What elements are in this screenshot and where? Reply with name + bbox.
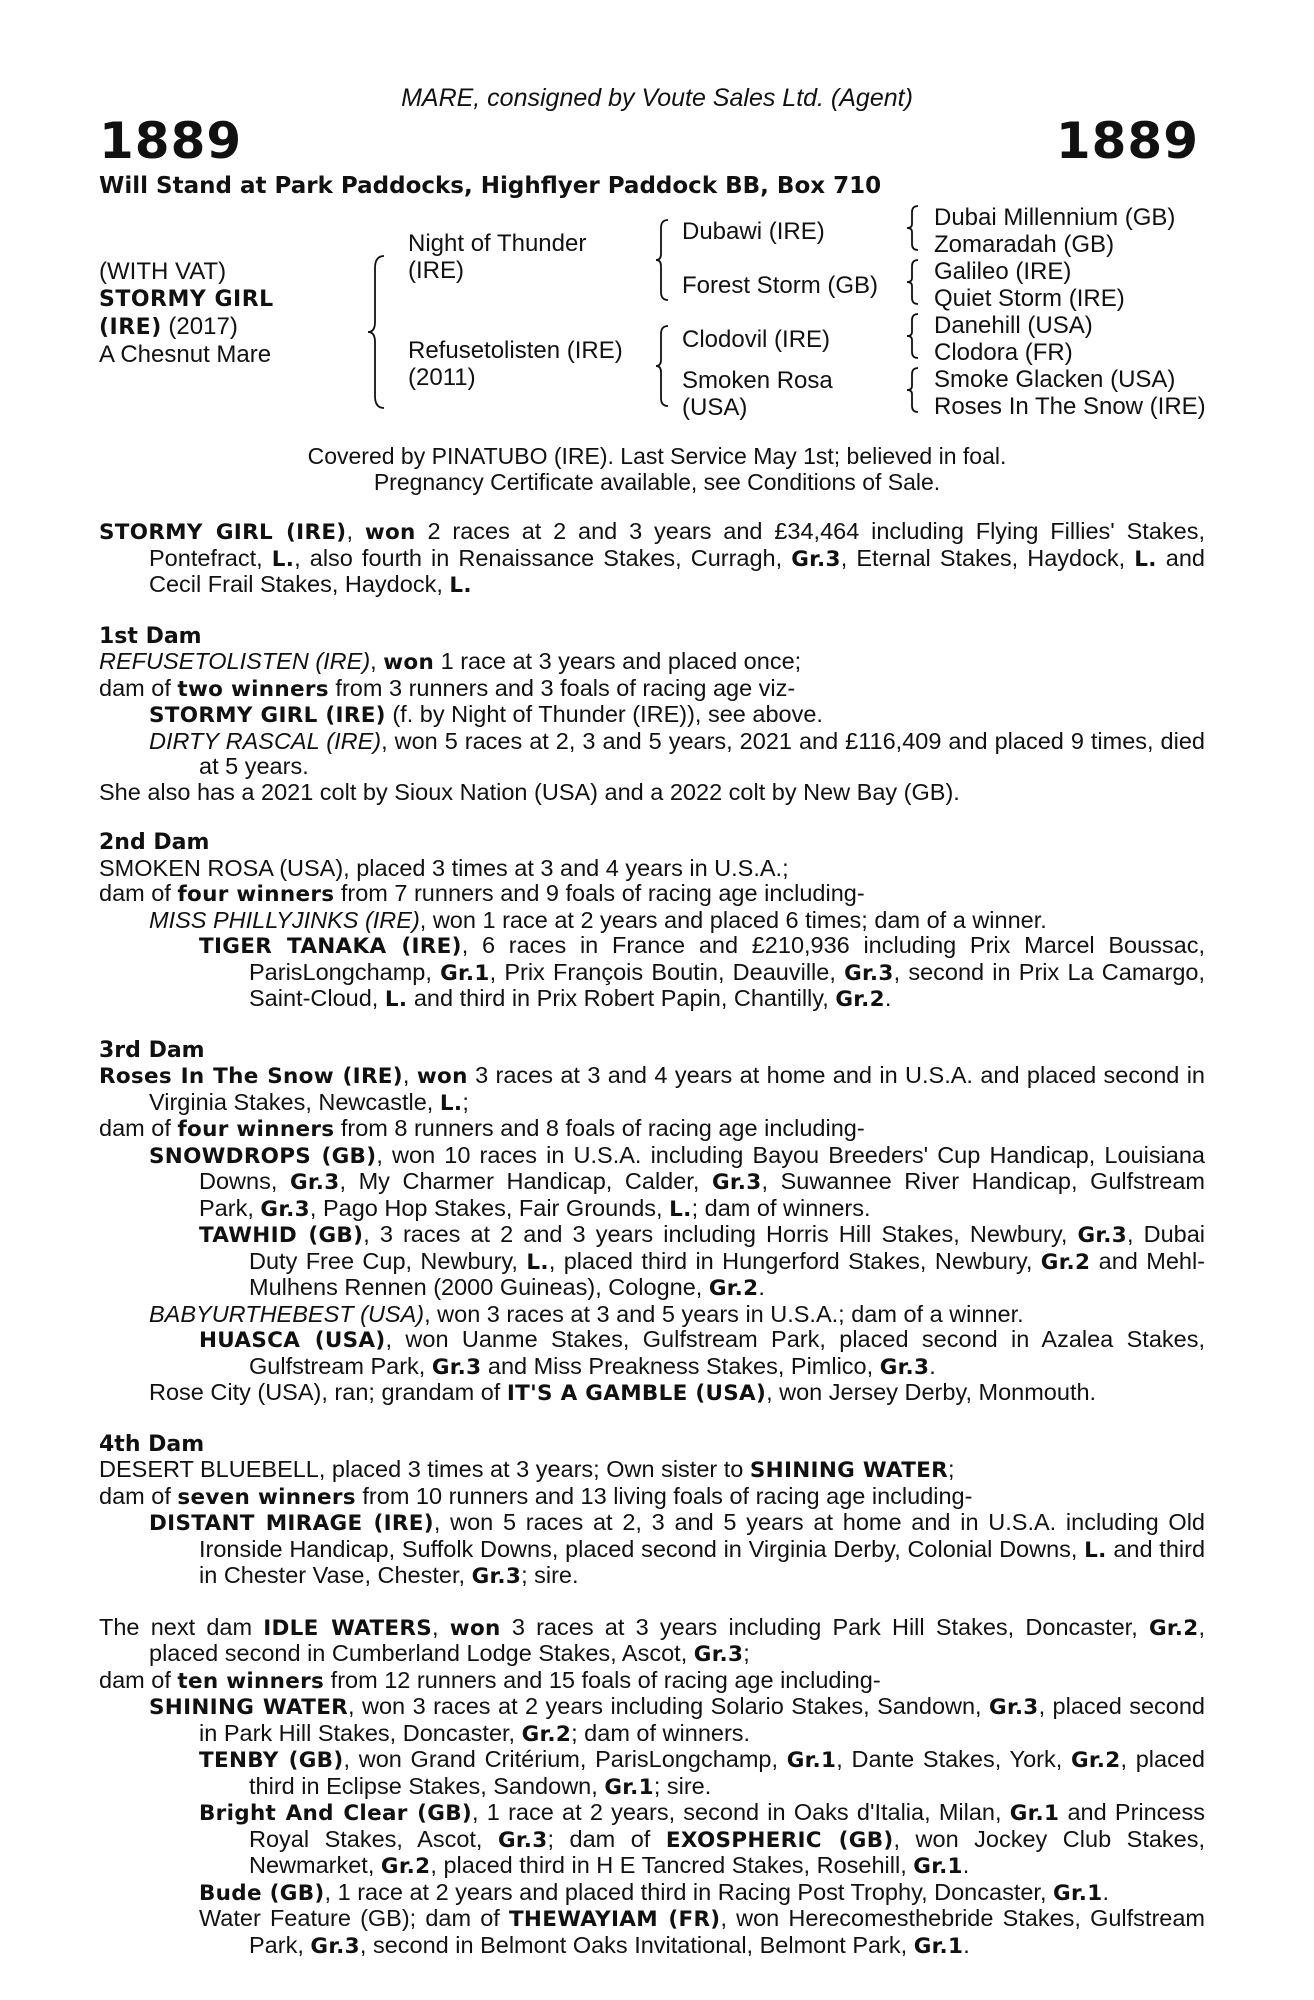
third-dam-grandprogeny-1: TAWHID (GB), 3 races at 2 and 3 years including Horris Hill Stakes, Newbury, Gr.3, Dubai Duty Free Cup, Newbury, L., placed third in Hungerford Stakes, Newbury, Gr.2 and Mehl-Mulhens Rennen (2000 Guineas), Cologne, Gr.2. — [199, 1221, 1206, 1301]
first-dam-progeny-2: DIRTY RASCAL (IRE), won 5 races at 2, 3 and 5 years, 2021 and £116,409 and placed 9 times, died at 5 years. — [149, 727, 1205, 779]
dam-sire: Clodovil (IRE) — [682, 326, 831, 353]
dam-dam: Smoken Rosa (USA) — [682, 367, 833, 421]
covering-line-1: Covered by PINATUBO (IRE). Last Service May 1st; believed in foal. — [307, 443, 1007, 469]
third-dam-progeny-3: Rose City (USA), ran; grandam of IT'S A GAMBLE (USA), won Jersey Derby, Monmouth. — [149, 1379, 1097, 1406]
covering-line-2: Pregnancy Certificate available, see Conditions of Sale. — [373, 469, 941, 495]
fourth-dam-heading: 4th Dam — [99, 1431, 205, 1457]
brace-g3-3 — [906, 312, 920, 360]
second-dam-line: SMOKEN ROSA (USA), placed 3 times at 3 and 4 years in U.S.A.; — [99, 854, 789, 881]
dam-name: Refusetolisten (IRE) — [408, 337, 623, 364]
subject-country: (IRE) — [99, 315, 162, 340]
consignor-line: MARE, consigned by Voute Sales Ltd. (Agent) — [401, 84, 913, 112]
sire-dam: Forest Storm (GB) — [682, 272, 879, 299]
vat-note: (WITH VAT) — [99, 258, 227, 285]
brace-subject — [366, 254, 388, 410]
next-dam-grandprogeny-2: Bright And Clear (GB), 1 race at 2 years, second in Oaks d'Italia, Milan, Gr.1 and Princess Royal Stakes, Ascot, Gr.3; dam of EXOSPHERIC (GB), won Jockey Club Stakes, Newmarket, Gr.2, placed third in H E Tancred Stakes, Rosehill, Gr.1. — [199, 1799, 1206, 1879]
second-dam-progeny-1: MISS PHILLYJINKS (IRE), won 1 race at 2 years and placed 6 times; dam of a winner. — [149, 906, 1047, 933]
g3-1: Dubai Millennium (GB) — [934, 204, 1176, 231]
dam-year: (2011) — [408, 364, 476, 391]
second-dam-heading: 2nd Dam — [99, 830, 210, 855]
lot-number-left: 1889 — [99, 112, 243, 170]
g3-6: Clodora (FR) — [934, 339, 1073, 366]
g3-3: Galileo (IRE) — [934, 258, 1072, 285]
third-dam-grandprogeny-2: HUASCA (USA), won Uanme Stakes, Gulfstream Park, placed second in Azalea Stakes, Gulfstream Park, Gr.3 and Miss Preakness Stakes, Pimlico, Gr.3. — [199, 1326, 1205, 1380]
first-dam-line: REFUSETOLISTEN (IRE), won 1 race at 3 years and placed once; — [99, 648, 802, 675]
next-dam-grandprogeny-4: Water Feature (GB); dam of THEWAYIAM (FR), won Herecomesthebride Stakes, Gulfstream Park, Gr.3, second in Belmont Oaks Invitational, Belmont Park, Gr.1. — [199, 1905, 1206, 1959]
next-dam-progeny-1: SHINING WATER, won 3 races at 2 years including Solario Stakes, Sandown, Gr.3, placed second in Park Hill Stakes, Doncaster, Gr.2; dam of winners. — [149, 1693, 1206, 1747]
subject-description: A Chesnut Mare — [99, 341, 272, 368]
third-dam-progeny-2: BABYURTHEBEST (USA), won 3 races at 3 and 5 years in U.S.A.; dam of a winner. — [149, 1300, 1024, 1327]
brace-sire — [655, 218, 671, 302]
third-dam-heading: 3rd Dam — [99, 1037, 205, 1063]
dam — [408, 337, 623, 391]
third-dam-produce: dam of four winners from 8 runners and 8 foals of racing age including- — [99, 1115, 865, 1142]
brace-g3-2 — [906, 258, 920, 306]
sire — [408, 230, 586, 284]
next-dam-grandprogeny-3: Bude (GB), 1 race at 2 years and placed third in Racing Post Trophy, Doncaster, Gr.1. — [199, 1878, 1110, 1906]
first-dam-produce: dam of two winners from 3 runners and 3 foals of racing age viz- — [99, 674, 796, 702]
brace-g3-1 — [906, 204, 920, 252]
sire-sire: Dubawi (IRE) — [682, 218, 825, 245]
subject-name: STORMY GIRL — [99, 287, 274, 312]
next-dam-line: The next dam IDLE WATERS, won 3 races at 3 years including Park Hill Stakes, Doncaster, Gr.2, placed second in Cumberland Lodge Stakes, Ascot, Gr.3; — [99, 1613, 1205, 1667]
next-dam-produce: dam of ten winners from 12 runners and 15 foals of racing age including- — [99, 1666, 881, 1694]
g3-4: Quiet Storm (IRE) — [934, 285, 1125, 312]
sire-name: Night of Thunder — [408, 230, 587, 257]
g3-5: Danehill (USA) — [934, 312, 1093, 339]
g3-8: Roses In The Snow (IRE) — [934, 393, 1206, 420]
g3-7: Smoke Glacken (USA) — [934, 366, 1176, 393]
first-dam-also: She also has a 2021 colt by Sioux Nation (USA) and a 2022 colt by New Bay (GB). — [99, 778, 960, 805]
summary-paragraph: STORMY GIRL (IRE), won 2 races at 2 and 3 years and £34,464 including Flying Fillies' Stakes, Pontefract, L., also fourth in Renaissance Stakes, Curragh, Gr.3, Eternal Stakes, Haydock, L. and Cecil Frail Stakes, Haydock, L. — [99, 518, 1205, 598]
fourth-dam-line: DESERT BLUEBELL, placed 3 times at 3 years; Own sister to SHINING WATER; — [99, 1456, 955, 1483]
third-dam-progeny-1: SNOWDROPS (GB), won 10 races in U.S.A. including Bayou Breeders' Cup Handicap, Louisiana Downs, Gr.3, My Charmer Handicap, Calder, Gr.3, Suwannee River Handicap, Gulfstream Park, Gr.3, Pago Hop Stakes, Fair Grounds, L.; dam of winners. — [149, 1141, 1205, 1222]
first-dam-heading: 1st Dam — [99, 623, 202, 649]
second-dam-grandprogeny-1: TIGER TANAKA (IRE), 6 races in France and £210,936 including Prix Marcel Boussac, ParisLongchamp, Gr.1, Prix François Boutin, Deauville, Gr.3, second in Prix La Camargo, Saint-Cloud, L. and third in Prix Robert Papin, Chantilly, Gr.2. — [199, 932, 1206, 1012]
third-dam-line: Roses In The Snow (IRE), won 3 races at 3 and 4 years at home and in U.S.A. and placed second in Virginia Stakes, Newcastle, L.; — [99, 1062, 1205, 1116]
lot-number-right: 1889 — [1055, 112, 1199, 170]
brace-g3-4 — [906, 366, 920, 414]
sire-country: (IRE) — [408, 257, 464, 284]
stabling-location: Will Stand at Park Paddocks, Highflyer Paddock BB, Box 710 — [99, 173, 882, 199]
first-dam-progeny-1: STORMY GIRL (IRE) (f. by Night of Thunder (IRE)), see above. — [149, 701, 823, 728]
subject-year: (2017) — [161, 313, 238, 340]
pedigree-subject — [99, 258, 274, 368]
g3-2: Zomaradah (GB) — [934, 231, 1115, 258]
second-dam-produce: dam of four winners from 7 runners and 9 foals of racing age including- — [99, 880, 865, 907]
fourth-dam-progeny-1: DISTANT MIRAGE (IRE), won 5 races at 2, 3 and 5 years at home and in U.S.A. including Old Ironside Handicap, Suffolk Downs, placed second in Virginia Derby, Colonial Downs, L. and third in Chester Vase, Chester, Gr.3; sire. — [149, 1509, 1206, 1589]
next-dam-grandprogeny-1: TENBY (GB), won Grand Critérium, ParisLongchamp, Gr.1, Dante Stakes, York, Gr.2, placed third in Eclipse Stakes, Sandown, Gr.1; sire. — [199, 1746, 1205, 1800]
fourth-dam-produce: dam of seven winners from 10 runners and 13 living foals of racing age including- — [99, 1482, 973, 1510]
brace-dam — [655, 324, 671, 408]
catalogue-body — [99, 519, 1205, 1959]
